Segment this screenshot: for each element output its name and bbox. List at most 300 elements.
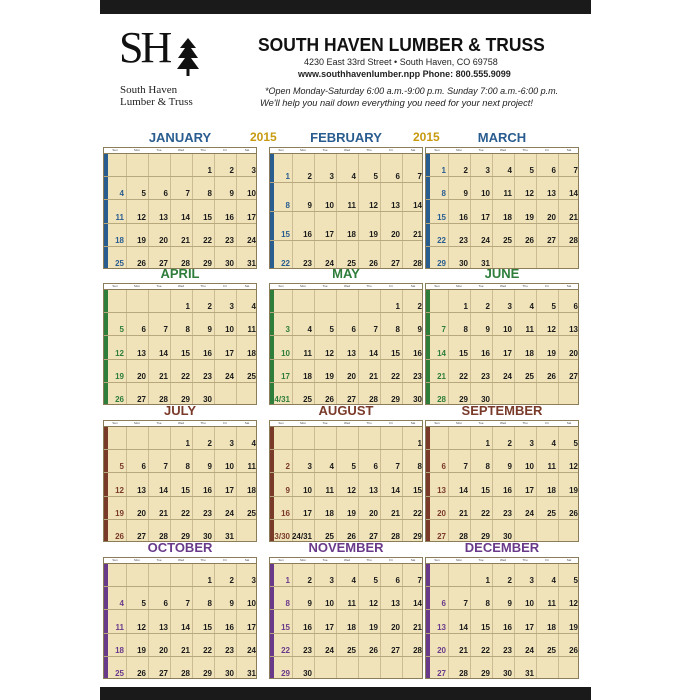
day-number: 14 bbox=[159, 348, 168, 358]
day-number: 31 bbox=[247, 668, 256, 678]
month-grid-frame bbox=[425, 147, 579, 269]
week-row bbox=[426, 634, 579, 657]
week-row bbox=[270, 564, 423, 587]
day-number: 8 bbox=[441, 189, 446, 199]
day-number: 8 bbox=[285, 201, 290, 210]
day-number: 29 bbox=[391, 394, 400, 404]
day-number: 20 bbox=[391, 230, 400, 239]
week-row bbox=[104, 224, 257, 247]
day-number: 12 bbox=[347, 485, 356, 495]
day-number: 3 bbox=[229, 439, 234, 449]
day-number: 16 bbox=[459, 212, 468, 222]
day-number: 18 bbox=[115, 645, 124, 655]
day-number: 14 bbox=[413, 599, 422, 609]
day-number: 18 bbox=[347, 622, 356, 632]
week-row bbox=[270, 336, 423, 359]
day-number: 6 bbox=[163, 189, 168, 199]
day-number: 26 bbox=[137, 258, 146, 268]
week-row bbox=[426, 564, 579, 587]
day-number: 1 bbox=[485, 576, 490, 586]
week-row bbox=[426, 520, 579, 542]
day-number: 8 bbox=[285, 599, 290, 609]
day-number: 27 bbox=[159, 668, 168, 678]
week-row bbox=[426, 657, 579, 679]
day-number: 6 bbox=[441, 462, 446, 472]
week-row bbox=[104, 657, 257, 679]
weekday-label: Thu bbox=[522, 284, 528, 288]
day-number: 14 bbox=[181, 212, 190, 222]
website-and-phone: www.southhavenlumber.npp Phone: 800.555.9099 bbox=[298, 69, 511, 79]
day-number: 26 bbox=[115, 394, 124, 404]
day-number: 20 bbox=[137, 508, 146, 518]
day-number: 7 bbox=[573, 166, 578, 176]
weekday-label: Mon bbox=[300, 284, 306, 288]
week-row bbox=[104, 154, 257, 177]
day-number: 24 bbox=[247, 235, 256, 245]
day-number: 20 bbox=[437, 508, 446, 518]
week-row bbox=[426, 610, 579, 633]
day-number: 20 bbox=[369, 508, 378, 518]
weekday-label: Sun bbox=[112, 421, 118, 425]
weekday-label: Sun bbox=[278, 284, 284, 288]
day-number: 13 bbox=[437, 622, 446, 632]
day-number: 9 bbox=[507, 462, 512, 472]
week-row bbox=[270, 360, 423, 383]
weekday-label: Fri bbox=[389, 148, 393, 152]
day-number: 16 bbox=[203, 348, 212, 358]
day-number: 15 bbox=[481, 622, 490, 632]
day-number: 29 bbox=[481, 531, 490, 541]
day-number: 22 bbox=[481, 645, 490, 655]
pine-tree-icon bbox=[176, 36, 200, 78]
month-title: MARCH bbox=[477, 130, 527, 145]
day-number: 23 bbox=[303, 645, 312, 655]
day-number: 18 bbox=[303, 371, 312, 381]
day-number: 20 bbox=[547, 212, 556, 222]
day-number: 6 bbox=[395, 576, 400, 586]
weekday-label: Sat bbox=[566, 421, 572, 425]
day-number: 5 bbox=[373, 576, 378, 586]
day-number: 17 bbox=[325, 230, 334, 239]
week-row bbox=[104, 610, 257, 633]
day-number: 22 bbox=[437, 235, 446, 245]
day-number: 23 bbox=[303, 259, 312, 268]
day-number: 28 bbox=[569, 235, 578, 245]
weekday-label: Thu bbox=[522, 148, 528, 152]
day-number: 26 bbox=[115, 531, 124, 541]
weekday-label: Tue bbox=[156, 148, 162, 152]
day-number: 5 bbox=[119, 462, 124, 472]
month-grid-frame bbox=[103, 420, 257, 542]
day-number: 30 bbox=[203, 531, 212, 541]
day-number: 19 bbox=[569, 485, 578, 495]
day-number: 12 bbox=[525, 189, 534, 199]
day-number: 26 bbox=[137, 668, 146, 678]
day-number: 18 bbox=[547, 485, 556, 495]
day-number: 30 bbox=[225, 258, 234, 268]
day-number: 15 bbox=[281, 622, 290, 632]
day-number: 2 bbox=[307, 576, 312, 586]
week-row bbox=[270, 313, 423, 336]
day-number: 11 bbox=[547, 599, 556, 609]
month-title: JANUARY bbox=[148, 130, 212, 145]
month-grid bbox=[425, 420, 579, 542]
weekday-label: Sat bbox=[244, 284, 250, 288]
day-number: 22 bbox=[203, 235, 212, 245]
day-number: 29 bbox=[203, 258, 212, 268]
day-number: 11 bbox=[347, 201, 356, 210]
day-number: 20 bbox=[159, 645, 168, 655]
day-number: 16 bbox=[225, 622, 234, 632]
day-number: 29 bbox=[181, 394, 190, 404]
day-number: 10 bbox=[303, 485, 312, 495]
day-number: 17 bbox=[325, 622, 334, 632]
weekday-label: Thu bbox=[200, 421, 206, 425]
day-number: 15 bbox=[437, 212, 446, 222]
month-title: JUNE bbox=[484, 266, 520, 281]
day-number: 4 bbox=[351, 576, 356, 586]
day-number: 9 bbox=[229, 189, 234, 199]
day-number: 15 bbox=[413, 485, 422, 495]
day-number: 24 bbox=[325, 645, 334, 655]
month-title: DECEMBER bbox=[464, 540, 540, 555]
day-number: 17 bbox=[303, 508, 312, 518]
day-number: 10 bbox=[481, 189, 490, 199]
day-number: 14 bbox=[437, 348, 446, 358]
day-number: 16 bbox=[203, 485, 212, 495]
weekday-label: Tue bbox=[322, 558, 328, 562]
day-number: 16 bbox=[503, 485, 512, 495]
day-number: 27 bbox=[547, 235, 556, 245]
weekday-label: Sat bbox=[566, 284, 572, 288]
month-grid bbox=[425, 557, 579, 679]
day-number: 25 bbox=[247, 508, 256, 518]
week-row bbox=[426, 224, 579, 247]
weekday-label: Thu bbox=[200, 148, 206, 152]
day-number: 20 bbox=[569, 348, 578, 358]
day-number: 2 bbox=[207, 439, 212, 449]
day-number: 24 bbox=[225, 508, 234, 518]
day-number: 25 bbox=[503, 235, 512, 245]
weekday-label: Thu bbox=[366, 558, 372, 562]
week-row bbox=[270, 241, 423, 269]
day-number: 11 bbox=[115, 622, 124, 632]
year-label: 2015 bbox=[250, 130, 277, 144]
day-number: 5 bbox=[529, 166, 534, 176]
day-number: 9 bbox=[307, 201, 312, 210]
day-number: 1 bbox=[463, 302, 468, 312]
weekday-label: Wed bbox=[177, 558, 185, 562]
weekday-label: Mon bbox=[300, 558, 306, 562]
day-number: 1 bbox=[395, 302, 400, 312]
day-number: 4 bbox=[251, 439, 256, 449]
day-number: 11 bbox=[347, 599, 356, 609]
weekday-label: Sat bbox=[410, 421, 416, 425]
day-number: 24 bbox=[325, 259, 334, 268]
weekday-label: Fri bbox=[223, 148, 227, 152]
weekday-label: Thu bbox=[366, 148, 372, 152]
weekday-label: Mon bbox=[134, 284, 140, 288]
logo-text-line2: Lumber & Truss bbox=[120, 96, 193, 108]
logo-monogram: SH bbox=[119, 23, 170, 72]
day-number: 12 bbox=[369, 599, 378, 609]
day-number: 2 bbox=[285, 462, 290, 472]
day-number: 6 bbox=[163, 599, 168, 609]
month-grid-frame bbox=[269, 557, 423, 679]
weekday-label: Wed bbox=[499, 421, 507, 425]
day-number: 16 bbox=[413, 348, 422, 358]
day-number: 5 bbox=[551, 302, 556, 312]
week-row bbox=[426, 177, 579, 200]
week-row bbox=[426, 450, 579, 473]
day-number: 26 bbox=[569, 645, 578, 655]
day-number: 23 bbox=[503, 645, 512, 655]
day-number: 29 bbox=[281, 668, 290, 678]
day-number: 3 bbox=[529, 439, 534, 449]
day-number: 21 bbox=[437, 371, 446, 381]
day-number: 30 bbox=[481, 394, 490, 404]
week-row bbox=[104, 383, 257, 405]
day-number: 13 bbox=[137, 348, 146, 358]
weekday-label: Sat bbox=[410, 148, 416, 152]
day-number: 4 bbox=[351, 172, 356, 181]
day-number: 21 bbox=[413, 230, 422, 239]
day-number: 10 bbox=[325, 201, 334, 210]
month-title: APRIL bbox=[160, 266, 200, 281]
day-number: 13 bbox=[437, 485, 446, 495]
day-number: 7 bbox=[463, 599, 468, 609]
weekday-label: Sun bbox=[434, 558, 440, 562]
day-number: 17 bbox=[225, 348, 234, 358]
day-number: 28 bbox=[391, 531, 400, 541]
day-number: 28 bbox=[181, 668, 190, 678]
weekday-label: Fri bbox=[223, 558, 227, 562]
week-row bbox=[104, 177, 257, 200]
day-number: 25 bbox=[347, 645, 356, 655]
day-number: 1 bbox=[185, 439, 190, 449]
day-number: 28 bbox=[159, 394, 168, 404]
day-number: 19 bbox=[115, 508, 124, 518]
day-number: 18 bbox=[247, 348, 256, 358]
day-number: 14 bbox=[369, 348, 378, 358]
day-number: 1 bbox=[207, 576, 212, 586]
company-logo bbox=[116, 23, 216, 110]
day-number: 12 bbox=[547, 325, 556, 335]
day-number: 20 bbox=[437, 645, 446, 655]
day-number: 27 bbox=[437, 531, 446, 541]
day-number: 4 bbox=[551, 439, 556, 449]
day-number: 24/31 bbox=[291, 531, 312, 541]
day-number: 7 bbox=[417, 172, 422, 181]
day-number: 26 bbox=[369, 259, 378, 268]
day-number: 17 bbox=[481, 212, 490, 222]
week-row bbox=[104, 200, 257, 223]
day-number: 18 bbox=[247, 485, 256, 495]
day-number: 19 bbox=[525, 212, 534, 222]
day-number: 24 bbox=[503, 371, 512, 381]
day-number: 6 bbox=[551, 166, 556, 176]
weekday-label: Fri bbox=[223, 421, 227, 425]
week-row bbox=[104, 290, 257, 313]
day-number: 23 bbox=[481, 371, 490, 381]
day-number: 29 bbox=[481, 668, 490, 678]
month-title: OCTOBER bbox=[147, 540, 213, 555]
day-number: 6 bbox=[373, 462, 378, 472]
day-number: 16 bbox=[303, 622, 312, 632]
weekday-label: Wed bbox=[499, 558, 507, 562]
day-number: 9 bbox=[485, 325, 490, 335]
day-number: 25 bbox=[525, 371, 534, 381]
day-number: 27 bbox=[437, 668, 446, 678]
day-number: 16 bbox=[303, 230, 312, 239]
day-number: 11 bbox=[503, 189, 512, 199]
day-number: 13 bbox=[569, 325, 578, 335]
week-row bbox=[104, 564, 257, 587]
week-row bbox=[426, 313, 579, 336]
day-number: 2 bbox=[417, 302, 422, 312]
day-number: 28 bbox=[413, 645, 422, 655]
day-number: 7 bbox=[185, 599, 190, 609]
day-number: 5 bbox=[373, 172, 378, 181]
day-number: 6 bbox=[141, 325, 146, 335]
day-number: 12 bbox=[137, 212, 146, 222]
week-row bbox=[270, 610, 423, 633]
day-number: 8 bbox=[463, 325, 468, 335]
day-number: 26 bbox=[325, 394, 334, 404]
month-grid-frame bbox=[425, 557, 579, 679]
day-number: 25 bbox=[325, 531, 334, 541]
tagline: We'll help you nail down everything you need for your next project! bbox=[260, 98, 533, 108]
weekday-label: Wed bbox=[499, 148, 507, 152]
day-number: 26 bbox=[525, 235, 534, 245]
day-number: 16 bbox=[503, 622, 512, 632]
day-number: 27 bbox=[137, 394, 146, 404]
day-number: 25 bbox=[115, 668, 124, 678]
day-number: 24 bbox=[247, 645, 256, 655]
weekday-label: Thu bbox=[366, 421, 372, 425]
weekday-label: Mon bbox=[134, 421, 140, 425]
weekday-label: Tue bbox=[156, 558, 162, 562]
day-number: 27 bbox=[391, 645, 400, 655]
day-number: 4 bbox=[551, 576, 556, 586]
week-row bbox=[426, 200, 579, 223]
weekday-label: Sun bbox=[278, 148, 284, 152]
day-number: 1 bbox=[285, 576, 290, 586]
day-number: 30 bbox=[303, 668, 312, 678]
address: 4230 East 33rd Street • South Haven, CO 69758 bbox=[304, 57, 498, 67]
day-number: 13 bbox=[137, 485, 146, 495]
month-grid bbox=[269, 147, 423, 269]
day-number: 18 bbox=[503, 212, 512, 222]
day-number: 30 bbox=[413, 394, 422, 404]
week-row bbox=[104, 497, 257, 520]
weekday-label: Wed bbox=[177, 284, 185, 288]
day-number: 28 bbox=[159, 531, 168, 541]
day-number: 12 bbox=[369, 201, 378, 210]
month-grid bbox=[103, 147, 257, 269]
day-number: 13 bbox=[547, 189, 556, 199]
day-number: 26 bbox=[347, 531, 356, 541]
day-number: 11 bbox=[525, 325, 534, 335]
day-number: 25 bbox=[115, 258, 124, 268]
day-number: 24 bbox=[525, 508, 534, 518]
day-number: 15 bbox=[481, 485, 490, 495]
day-number: 6 bbox=[395, 172, 400, 181]
weekday-label: Fri bbox=[545, 421, 549, 425]
day-number: 5 bbox=[119, 325, 124, 335]
day-number: 3 bbox=[229, 302, 234, 312]
weekday-label: Tue bbox=[156, 421, 162, 425]
weekday-label: Wed bbox=[499, 284, 507, 288]
weekday-label: Tue bbox=[478, 421, 484, 425]
day-number: 23 bbox=[503, 508, 512, 518]
day-number: 21 bbox=[459, 645, 468, 655]
day-number: 12 bbox=[115, 485, 124, 495]
week-row bbox=[104, 336, 257, 359]
day-number: 31 bbox=[525, 668, 534, 678]
weekday-label: Mon bbox=[134, 148, 140, 152]
day-number: 3 bbox=[307, 462, 312, 472]
day-number: 22 bbox=[203, 645, 212, 655]
week-row bbox=[270, 497, 423, 520]
day-number: 4 bbox=[119, 189, 124, 199]
day-number: 3 bbox=[251, 576, 256, 586]
week-row bbox=[426, 383, 579, 405]
day-number: 31 bbox=[481, 258, 490, 268]
weekday-label: Sat bbox=[244, 148, 250, 152]
weekday-label: Mon bbox=[456, 148, 462, 152]
day-number: 3 bbox=[329, 576, 334, 586]
day-number: 8 bbox=[395, 325, 400, 335]
weekday-label: Fri bbox=[389, 558, 393, 562]
week-row bbox=[104, 520, 257, 542]
logo-text-line1: South Haven bbox=[120, 84, 178, 96]
week-row bbox=[270, 450, 423, 473]
day-number: 7 bbox=[163, 325, 168, 335]
day-number: 21 bbox=[159, 508, 168, 518]
weekday-label: Sun bbox=[434, 421, 440, 425]
day-number: 17 bbox=[525, 622, 534, 632]
day-number: 7 bbox=[417, 576, 422, 586]
weekday-label: Sat bbox=[244, 421, 250, 425]
weekday-label: Wed bbox=[343, 558, 351, 562]
day-number: 23 bbox=[203, 508, 212, 518]
weekday-label: Tue bbox=[478, 558, 484, 562]
month-grid-frame bbox=[269, 147, 423, 269]
day-number: 13 bbox=[391, 599, 400, 609]
day-number: 6 bbox=[441, 599, 446, 609]
day-number: 10 bbox=[525, 462, 534, 472]
weekday-label: Tue bbox=[478, 284, 484, 288]
day-number: 28 bbox=[369, 394, 378, 404]
week-row bbox=[104, 450, 257, 473]
week-row bbox=[426, 473, 579, 496]
month-grid-frame bbox=[103, 557, 257, 679]
day-number: 14 bbox=[159, 485, 168, 495]
day-number: 7 bbox=[463, 462, 468, 472]
day-number: 1 bbox=[207, 166, 212, 176]
day-number: 1 bbox=[441, 166, 446, 176]
month-grid-frame bbox=[425, 283, 579, 405]
weekday-label: Thu bbox=[522, 558, 528, 562]
day-number: 15 bbox=[391, 348, 400, 358]
day-number: 4 bbox=[307, 325, 312, 335]
weekday-label: Sun bbox=[112, 284, 118, 288]
month-grid bbox=[269, 420, 423, 542]
day-number: 8 bbox=[485, 462, 490, 472]
day-number: 13 bbox=[369, 485, 378, 495]
weekday-label: Thu bbox=[366, 284, 372, 288]
